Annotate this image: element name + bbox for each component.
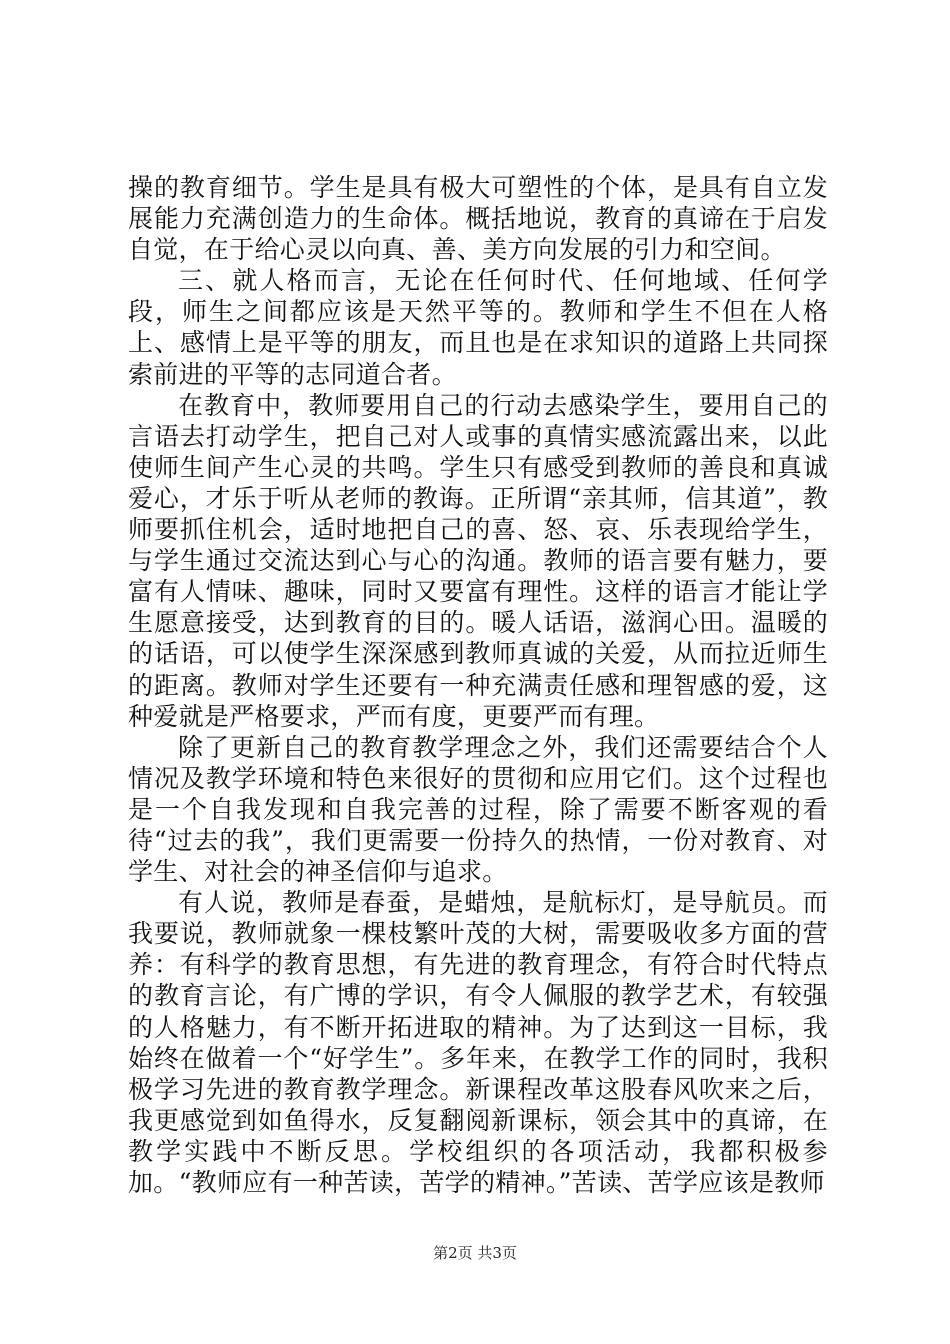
page-number-footer: 第2页 共3页	[433, 1244, 517, 1262]
paragraph-1: 操的教育细节。学生是具有极大可塑性的个体，是具有自立发展能力充满创造力的生命体。概括地说，教育的真谛在于启发自觉，在于给心灵以向真、善、美方向发展的引力和空间。	[128, 173, 828, 265]
paragraph-2: 三、就人格而言，无论在任何时代、任何地域、任何学段，师生之间都应该是天然平等的。教师和学生不但在人格上、感情上是平等的朋友，而且也是在求知识的道路上共同探索前进的平等的志同道合者。	[128, 266, 828, 389]
document-body	[128, 172, 828, 1198]
paragraph-5: 有人说，教师是春蚕，是蜡烛，是航标灯，是导航员。而我要说，教师就象一棵枝繁叶茂的大树，需要吸收多方面的营养：有科学的教育思想，有先进的教育理念，有符合时代特点的教育言论，有广博的学识，有令人佩服的教学艺术，有较强的人格魅力，有不断开拓进取的精神。为了达到这一目标，我始终在做着一个“好学生”。多年来，在教学工作的同时，我积极学习先进的教育教学理念。新课程改革这股春风吹来之后，我更感觉到如鱼得水，反复翻阅新课标，领会其中的真谛，在教学实践中不断反思。学校组织的各项活动，我都积极参加。“教师应有一种苦读，苦学的精神。”苦读、苦学应该是教师	[128, 888, 828, 1197]
paragraph-4: 除了更新自己的教育教学理念之外，我们还需要结合个人情况及教学环境和特色来很好的贯彻和应用它们。这个过程也是一个自我发现和自我完善的过程，除了需要不断客观的看待“过去的我”，我们更需要一份持久的热情，一份对教育、对学生、对社会的神圣信仰与追求。	[128, 732, 828, 887]
paragraph-3: 在教育中，教师要用自己的行动去感染学生，要用自己的言语去打动学生，把自己对人或事的真情实感流露出来，以此使师生间产生心灵的共鸣。学生只有感受到教师的善良和真诚爱心，才乐于听从老师的教诲。正所谓“亲其师，信其道”，教师要抓住机会，适时地把自己的喜、怒、哀、乐表现给学生，与学生通过交流达到心与心的沟通。教师的语言要有魅力，要富有人情味、趣味，同时又要富有理性。这样的语言才能让学生愿意接受，达到教育的目的。暖人话语，滋润心田。温暖的的话语，可以使学生深深感到教师真诚的关爱，从而拉近师生的距离。教师对学生还要有一种充满责任感和理智感的爱，这种爱就是严格要求，严而有度，更要严而有理。	[128, 390, 828, 731]
